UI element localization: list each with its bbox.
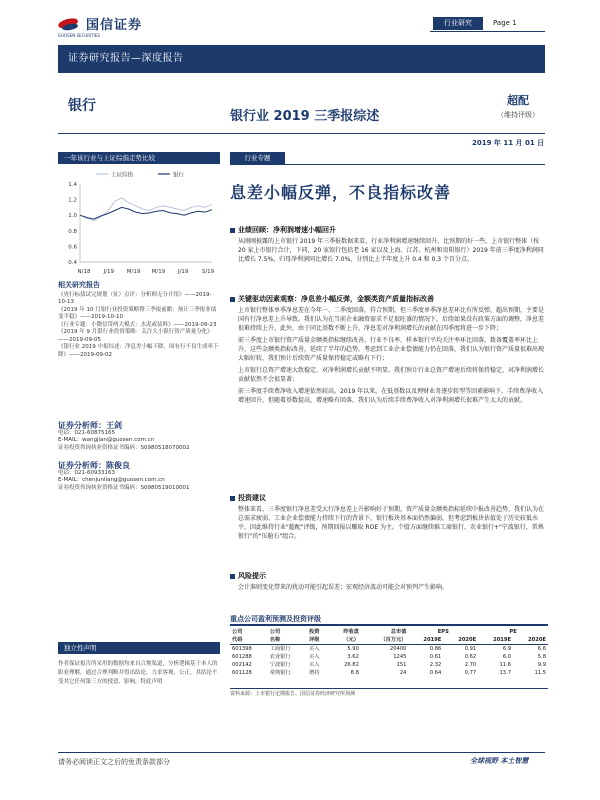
table-header: （百万元） [361, 636, 409, 645]
table-cell: 11.6 [499, 661, 512, 668]
topic-divider [230, 164, 545, 165]
page-number: Page 1 [493, 19, 517, 27]
analyst-email: E-MAIL：chenjunliang@guosen.com.cn [58, 477, 165, 483]
table-cell: 0.91 [464, 645, 477, 652]
table-cell: 601398 [232, 645, 252, 652]
paragraph: 前三季度上市银行资产质量金额类指标继续改善。行业不良率、样本银行平均关注率环比回落，拨备覆盖率环比上升，这些金额类指标改善，延续了半年的趋势，考虑到工业企业偿债能力仍在回落，我们认为银行资产质量很难出现大幅好转，我们预计后续资产质量保持稳定或略有下行； [238, 337, 545, 362]
table-row [230, 661, 548, 669]
table-header: 总市值 [390, 628, 407, 635]
x-tick-label: J/19 [103, 269, 115, 275]
table-cell: 农业银行 [269, 653, 291, 660]
table-cell: 买入 [309, 653, 320, 660]
bullet-icon [230, 228, 235, 233]
x-tick-label: M/19 [151, 269, 166, 275]
table-cell: 11.5 [534, 669, 546, 676]
headline: 息差小幅反弹，不良指标改善 [230, 183, 452, 202]
x-tick-label: S/19 [201, 269, 215, 275]
table-cell: 1245 [393, 653, 407, 660]
table-source: 资料来源：上市银行定期报告、国信证券经济研究所预测 [230, 691, 356, 697]
table-cell: 601128 [232, 669, 252, 676]
section-title: 关键驱动因素观察：净息差小幅反弹，金额类资产质量指标改善 [238, 295, 434, 303]
band-divider [58, 133, 545, 134]
forecast-table [230, 628, 548, 677]
analyst-tel: 电话：021-60875165 [58, 429, 115, 436]
x-tick-label: M/19 [126, 269, 141, 275]
table-cell: 常熟银行 [269, 669, 291, 676]
table-cell: 增持 [309, 669, 320, 676]
table-cell: 工商银行 [269, 645, 291, 652]
section-recommendation [230, 494, 548, 544]
analyst-email: E-MAIL：wangjian@guosen.com.cn [58, 437, 155, 443]
table-header: EPS [437, 628, 449, 635]
table-row [230, 653, 548, 661]
table-header: 代码 [230, 636, 268, 645]
table-header: 2019E [408, 636, 443, 645]
table-cell: 0.77 [464, 669, 477, 676]
analyst-name: 证券分析师：王剑 [58, 421, 122, 430]
rating: 超配 [507, 94, 529, 107]
related-research [58, 282, 220, 359]
table-cell: 20400 [389, 645, 407, 652]
related-item: 《央行标债试完规划（征）点评：分析师无分开纽》——2019-10-13 [58, 291, 212, 305]
footer-disclaimer: 请务必阅读正文之后的免责条款部分 [58, 758, 170, 766]
logo-subtitle: GUOSEN SECURITIES [58, 33, 100, 38]
analyst-1 [58, 422, 220, 452]
y-tick-label: 0.8 [68, 228, 77, 235]
table-cell: 26.82 [344, 661, 359, 668]
table-bottom-rule [230, 688, 548, 689]
x-tick-label: J/19 [177, 269, 189, 275]
table-cell: 6.6 [537, 645, 546, 652]
bullet-icon [230, 574, 235, 579]
related-title: 相关研究报告 [58, 281, 100, 289]
analyst-cert: 证券投资咨询执业资格证书编码：S0980518070002 [58, 444, 190, 451]
table-header: 名称 [268, 636, 307, 645]
table-cell: 6.9 [502, 645, 512, 652]
section-title: 投资建议 [238, 494, 266, 502]
table-cell: 买入 [309, 645, 320, 652]
analyst-cert: 证券投资咨询执业资格证书编码：S0980519010001 [58, 484, 190, 491]
legend-label: 银行 [173, 172, 185, 179]
brand-logo [58, 14, 142, 33]
table-header: 2020E [443, 636, 478, 645]
y-tick-label: 0.4 [68, 260, 77, 266]
analyst-2 [58, 462, 220, 492]
footer-slogan: 全球视野 本土智慧 [470, 757, 529, 765]
y-tick-label: 0.6 [68, 244, 77, 251]
table-cell: 2.32 [429, 661, 442, 668]
table-cell: 13.7 [499, 669, 512, 676]
paragraph: 会计准则变化带来的扰动可能引起误差；宏观经济波动可能会对预判产生影响。 [238, 584, 449, 591]
table-cell: 5.8 [537, 653, 546, 660]
table-cell: 3.62 [347, 653, 359, 660]
series-line [80, 198, 212, 221]
footer-divider [58, 752, 545, 753]
rating-note: （维持评级） [497, 111, 539, 119]
section-drivers [230, 295, 548, 408]
paragraph: 上市银行整体单季净息差在今年一、二季度回落，符合预期，但三季度单季净息差环比有所反弹，超出预期，主要是国有行净息差上升导致。我们认为在当前企业融资需求不足很旺盛的情况下，后续如果没有政策方面的调整，净息差很难持续上升，此外，由于同比基数不断上升，净息差对净利润增长的贡献在四季度将进一步下降； [238, 307, 545, 332]
table-cell: 0.64 [429, 669, 442, 676]
related-item: 《银行业 2019 中报综述：净息差小幅下降、国有行不良生成率下降》——2019-09-02 [58, 344, 219, 358]
section-title: 风险提示 [238, 572, 266, 580]
table-header: （元） [330, 636, 361, 645]
table-header: PE [509, 628, 517, 635]
legend-label: 上证综指 [111, 172, 134, 179]
table-header: 投资 [309, 628, 320, 635]
logo-swirl-icon [58, 16, 80, 32]
table-header: 评级 [307, 636, 330, 645]
bullet-icon [230, 496, 235, 501]
table-cell: 002142 [232, 661, 252, 668]
related-item: 《2019 年 9 月银行业投资策略：关注大小银行资产质量分化》——2019-09-05 [58, 329, 213, 343]
table-cell: 151 [396, 661, 407, 668]
y-tick-label: 1.0 [68, 213, 77, 220]
table-cell: 2.70 [464, 661, 477, 668]
table-title: 重点公司盈利预测及投资评级 [230, 615, 321, 623]
table-cell: 0.86 [429, 645, 442, 652]
y-tick-label: 1.4 [68, 182, 77, 188]
disclaimer-title: 独立性声明 [58, 642, 220, 654]
logo-text: 国信证券 [86, 18, 143, 33]
table-cell: 24 [399, 669, 407, 676]
analyst-tel: 电话：021-60933163 [58, 469, 115, 476]
table-header: 2020E [513, 636, 548, 645]
report-date: 2019 年 11 月 01 日 [472, 139, 545, 147]
report-type-bar: 证券研究报告—深度报告 [58, 45, 545, 73]
report-title: 银行业 2019 三季报综述 [230, 109, 380, 124]
header-tab: 行业研究 [433, 17, 483, 30]
section-risk [230, 572, 548, 595]
related-item: 《2019 年 10 月银行业投资策略暨三季报前瞻：预计三季报业绩变平稳》——2019-10-10 [58, 306, 217, 320]
paragraph: 从刚刚披露的上市银行 2019 年三季报数据来看，行业净利润增速继续回升，比预期的好一些。上市银行整体（按 20 家上市银行合计，下同，20 家银行包括老 16 家以及上海、江苏、杭州和贵阳银行）2019 年前三季度净利润同比增长 7.5%，归母净利润同比增长 7.0%，分别比上半年度上升 0.4 和 0.3 个百分点。 [238, 238, 544, 263]
table-cell: 6.0 [502, 653, 512, 660]
section-performance [230, 226, 548, 267]
table-top-rule [230, 624, 548, 626]
table-cell: 9.9 [537, 661, 546, 668]
table-header: 公司 [232, 628, 243, 635]
x-tick-label: N/18 [77, 269, 91, 275]
paragraph: 前三季度手续费净收入增速依然较高。2019 年以来，在低基数以及理财业务逐步转型等因素影响下，手续费净收入增速回升，但随着基数提高，增速略有回落，我们认为后续手续费净收入对净利润增长很难产生太大的贡献。 [238, 388, 544, 404]
table-cell: 宁波银行 [269, 661, 291, 668]
table-cell: 0.61 [429, 653, 442, 660]
sector-name: 银行 [68, 98, 96, 114]
table-cell: 8.8 [350, 669, 359, 676]
header-divider [430, 31, 545, 32]
table-cell: 买入 [309, 661, 320, 668]
paragraph: 整体来看，三季度银行净息差受大行净息差上升影响好于预期，资产质量金额类指标延续中报改善趋势，我们认为在总需求疲弱、工业企业偿债能力持续下行的背景下，银行板块基本面仍然偏弱，但考虑到板块估值处于历史较低水平，因此维持行业"超配"评级，预期回报以赚取 ROE 为主。个股方面继续推工商银行、农业银行+"宁波银行、常熟银行"的"压舱石"组合。 [238, 506, 545, 540]
y-tick-label: 1.2 [68, 197, 77, 204]
disclaimer-text: 作者保证报告所采用的数据均来自合规渠道，分析逻辑基于本人的职业理解，通过合理判断并得出结论，力求客观、公正，其结论不受其它任何第三方的授意、影响，特此声明 [58, 661, 218, 685]
section-title: 业绩回顾：净利润增速小幅回升 [238, 226, 336, 234]
table-row [230, 669, 548, 677]
bullet-icon [230, 297, 235, 302]
table-cell: 5.90 [347, 645, 359, 652]
index-comparison-chart [58, 166, 220, 276]
table-cell: 0.62 [464, 653, 477, 660]
analyst-name: 证券分析师：陈俊良 [58, 461, 130, 470]
table-cell: 601288 [232, 653, 252, 660]
table-header: 公司 [269, 628, 281, 635]
chart-title: 一年该行业与上证综指走势比较 [58, 152, 220, 164]
paragraph: 上市银行总资产增速大致稳定，对净利润增长贡献不明显。我们预计行业总资产增速后续将保持稳定，对净利润增长贡献依然不会很显著； [238, 367, 545, 383]
table-header: 昨收盘 [343, 628, 359, 635]
table-row [230, 645, 548, 654]
related-item: 《行业专题：小微信贷两大模式：水泥或装料》——2019-09-23 [58, 321, 217, 328]
table-header: 2019E [478, 636, 513, 645]
topic-tag: 行业专题 [230, 152, 285, 164]
